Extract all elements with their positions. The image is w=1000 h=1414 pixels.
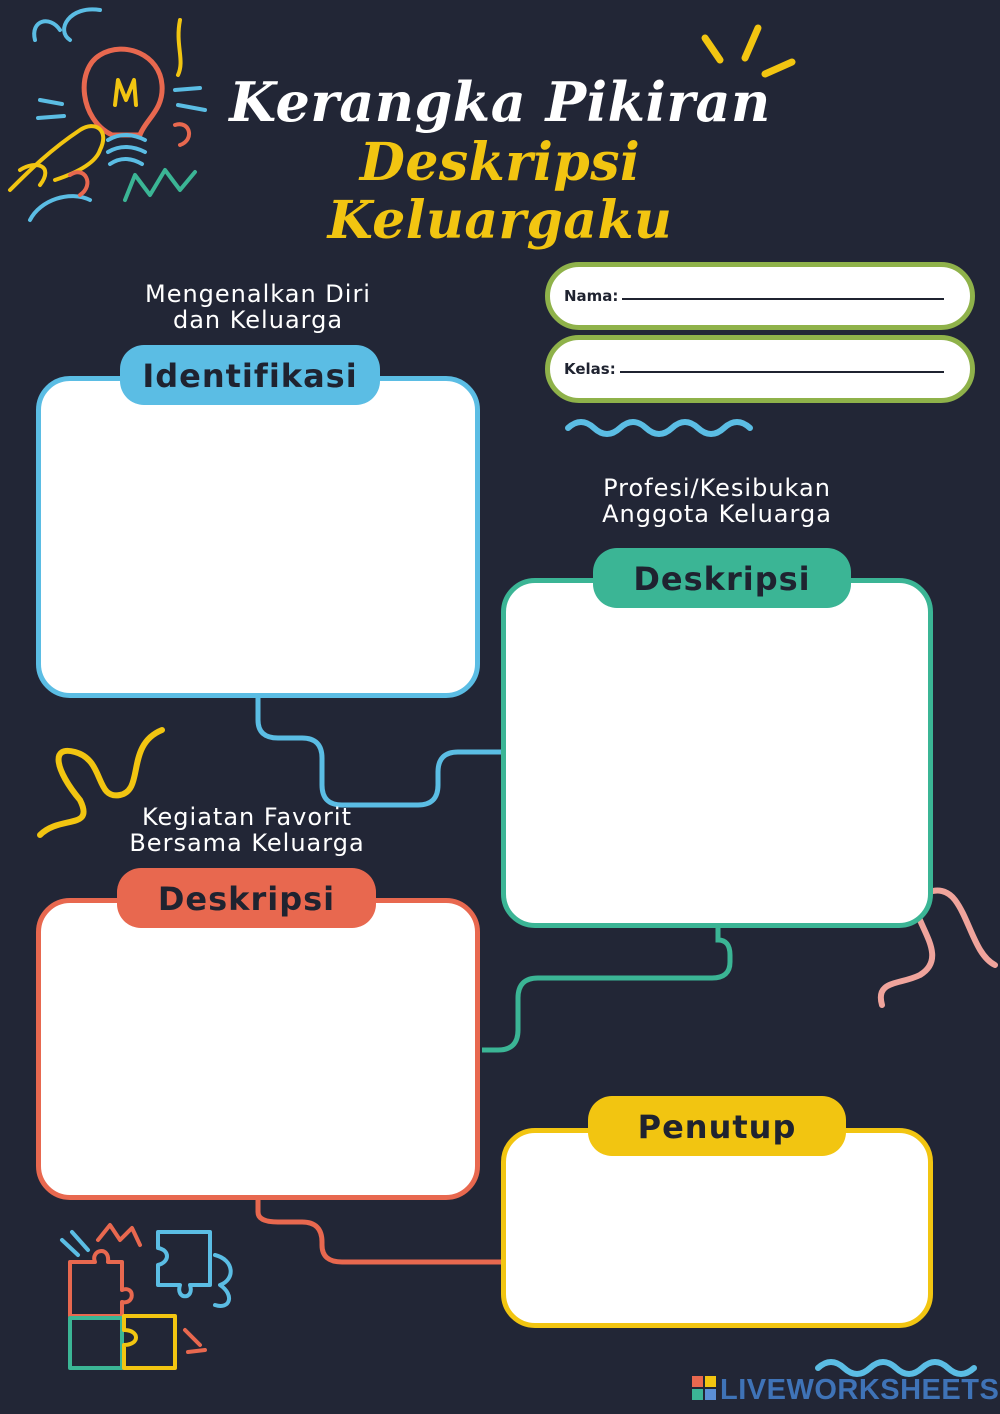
identifikasi-caption <box>78 281 438 333</box>
class-label: Kelas: <box>564 360 616 378</box>
wave-decoration <box>568 422 750 434</box>
name-label: Nama: <box>564 287 619 305</box>
connector-line <box>258 1200 502 1262</box>
kegiatan-caption <box>67 804 427 856</box>
sparkle-icon <box>705 28 792 74</box>
profesi-caption <box>537 475 897 527</box>
profesi-label: Deskripsi <box>593 548 851 608</box>
connector-line <box>258 698 502 805</box>
page-title: Kerangka Pikiran <box>229 70 771 134</box>
liveworksheets-logo-icon <box>692 1376 716 1400</box>
kegiatan-answer-box[interactable] <box>36 898 480 1200</box>
watermark-text: LIVEWORKSHEETS <box>720 1374 1000 1406</box>
profesi-answer-box[interactable] <box>501 578 933 928</box>
connector-line <box>482 928 730 1050</box>
wave-decoration <box>818 1362 974 1374</box>
puzzle-icon <box>62 1225 231 1368</box>
page-subtitle-line2: Keluargaku <box>327 190 673 251</box>
class-input-line[interactable] <box>620 365 944 373</box>
identifikasi-label: Identifikasi <box>120 345 380 405</box>
penutup-label: Penutup <box>588 1096 846 1156</box>
name-input-line[interactable] <box>622 292 944 300</box>
identifikasi-answer-box[interactable] <box>36 376 480 698</box>
caption-line: Mengenalkan Diri <box>145 280 371 308</box>
penutup-answer-box[interactable] <box>501 1128 933 1328</box>
caption-line: Kegiatan Favorit <box>141 803 352 831</box>
caption-line: Profesi/Kesibukan <box>603 474 831 502</box>
class-field[interactable] <box>545 335 975 403</box>
kegiatan-label: Deskripsi <box>117 868 376 928</box>
page-subtitle-line1: Deskripsi <box>359 132 641 193</box>
name-field[interactable] <box>545 262 975 330</box>
caption-line: Anggota Keluarga <box>602 500 832 528</box>
caption-line: Bersama Keluarga <box>129 829 365 857</box>
caption-line: dan Keluarga <box>172 306 344 334</box>
